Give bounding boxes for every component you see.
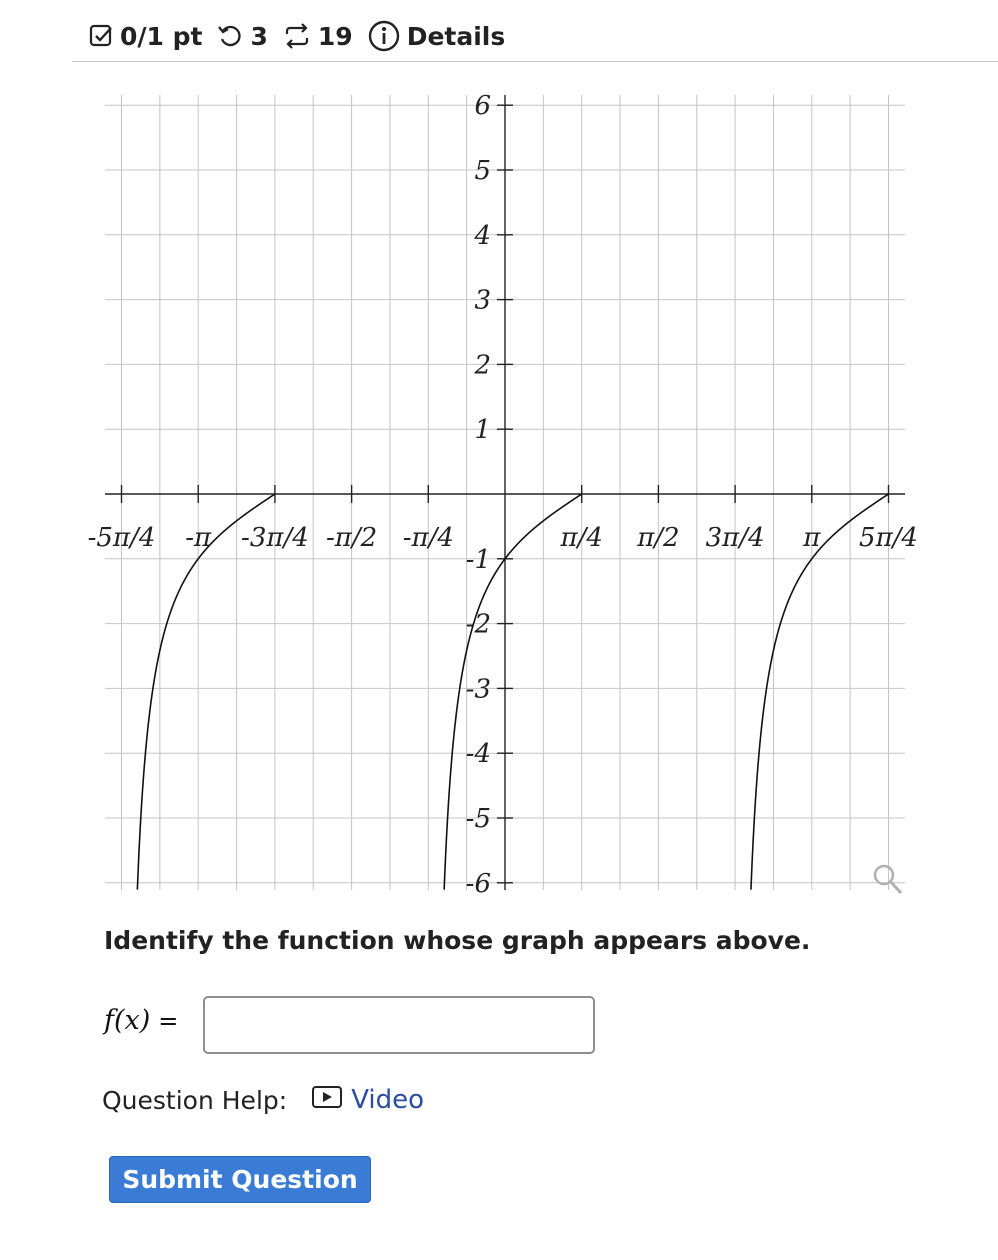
info-icon[interactable] xyxy=(367,19,401,53)
y-tick-label: -5 xyxy=(465,804,491,834)
attempts-count: 19 xyxy=(317,21,353,51)
x-tick-label: π/4 xyxy=(560,523,603,553)
function-graph xyxy=(0,80,998,900)
retries-count: 3 xyxy=(250,21,268,51)
function-label xyxy=(104,1005,178,1036)
x-tick-label: 5π/4 xyxy=(859,523,918,553)
axes xyxy=(105,95,905,890)
question-help xyxy=(102,1084,424,1116)
details-link[interactable] xyxy=(367,19,506,53)
retries-group xyxy=(216,22,267,51)
answer-input[interactable] xyxy=(203,996,595,1054)
y-tick-label: 5 xyxy=(474,156,491,186)
score-text: 0/1 pt xyxy=(120,21,203,51)
header-divider xyxy=(72,61,998,62)
y-tick-label: 4 xyxy=(474,220,491,251)
details-label[interactable]: Details xyxy=(406,21,506,51)
question-prompt: Identify the function whose graph appears above. xyxy=(104,926,811,955)
y-tick-label: 2 xyxy=(474,350,491,381)
x-tick-label: -3π/4 xyxy=(241,523,309,553)
attempts-group xyxy=(282,22,353,51)
x-tick-label: -π/4 xyxy=(402,523,454,553)
question-header xyxy=(88,14,519,58)
y-tick-label: -6 xyxy=(465,868,491,899)
branch-left xyxy=(137,494,275,890)
x-tick-label: -π xyxy=(185,523,212,553)
y-tick-label: -1 xyxy=(465,544,491,575)
submit-question-button[interactable]: Submit Question xyxy=(109,1156,371,1203)
y-tick-label: -2 xyxy=(465,609,491,640)
equals-sign: = xyxy=(158,1007,179,1035)
curve-branches xyxy=(137,494,888,890)
x-tick-label: π/2 xyxy=(637,523,680,553)
zoom-icon[interactable] xyxy=(870,862,904,896)
tick-labels xyxy=(88,91,918,899)
y-tick-label: -3 xyxy=(465,674,491,705)
repeat-icon xyxy=(282,22,312,50)
y-tick-label: 6 xyxy=(474,91,491,122)
checkbox-icon xyxy=(88,23,114,49)
score-group xyxy=(88,22,202,51)
function-name: f(x) xyxy=(104,1005,151,1036)
y-tick-label: 1 xyxy=(474,415,491,446)
y-tick-label: -4 xyxy=(465,739,491,770)
y-tick-label: 3 xyxy=(474,285,491,316)
question-help-label: Question Help: xyxy=(102,1085,288,1115)
branch-right xyxy=(751,494,889,890)
x-tick-label: -5π/4 xyxy=(87,523,156,553)
x-tick-label: π xyxy=(803,523,821,553)
video-icon[interactable] xyxy=(311,1084,343,1116)
x-tick-label: 3π/4 xyxy=(705,523,765,553)
x-tick-label: -π/2 xyxy=(326,523,378,553)
retry-icon xyxy=(216,22,244,50)
video-link[interactable]: Video xyxy=(351,1085,425,1115)
